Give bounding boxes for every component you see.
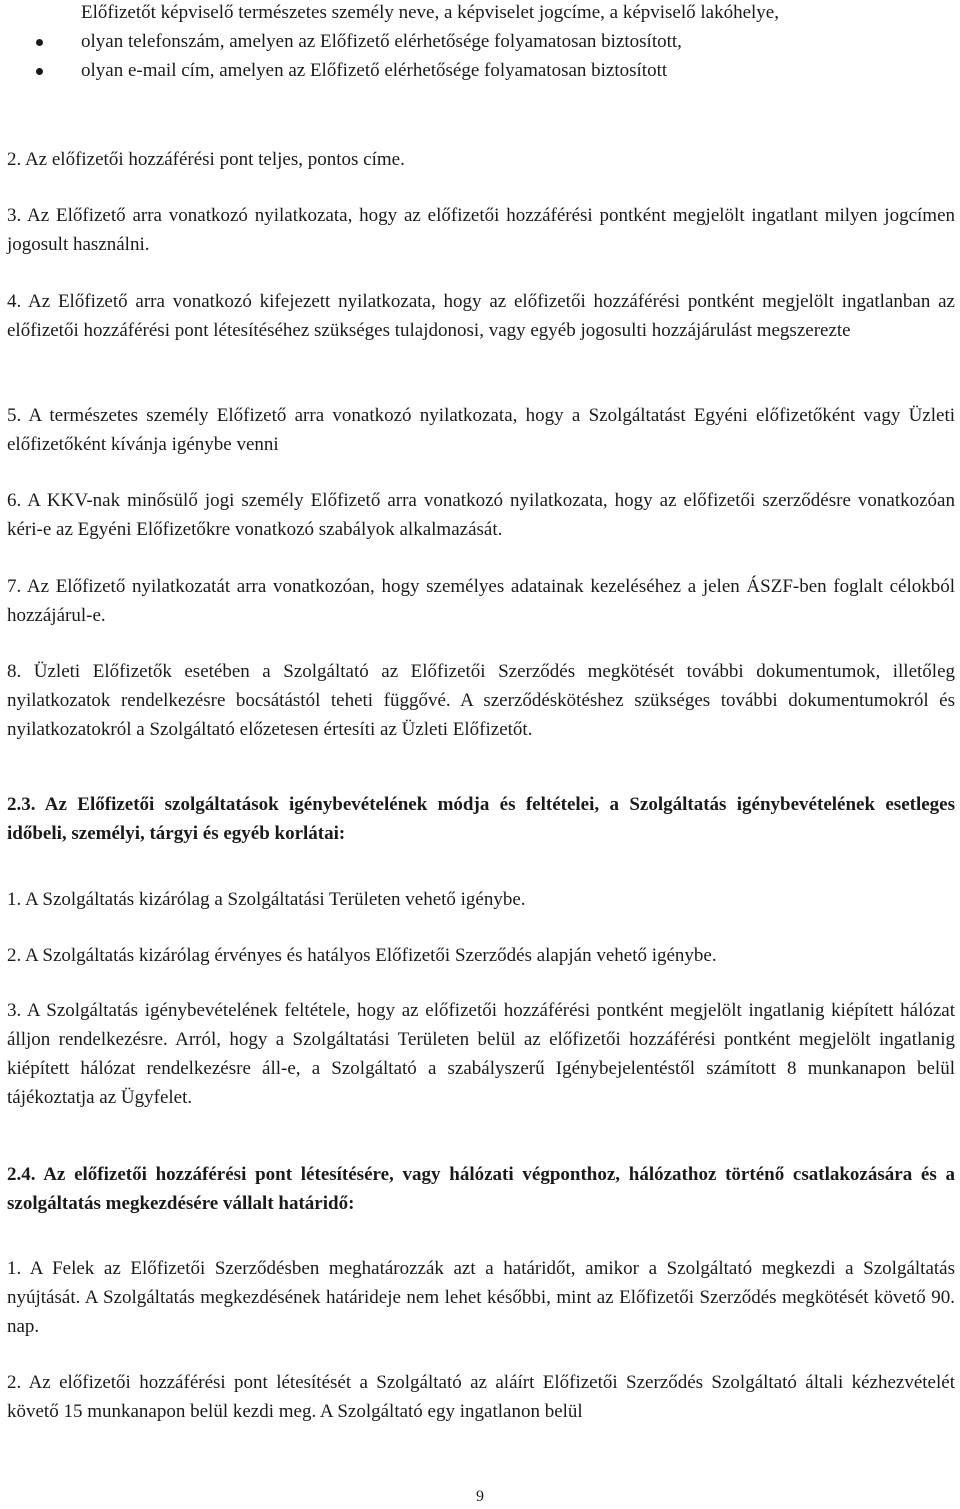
bullet-text: olyan e-mail cím, amelyen az Előfizető elérhetősége folyamatosan biztosított <box>81 60 668 81</box>
list-item <box>7 0 955 27</box>
requirements-bullet-list <box>7 0 955 85</box>
paragraph-2: 2. Az előfizetői hozzáférési pont teljes, pontos címe. <box>7 149 405 170</box>
section-2-4-item-1: 1. A Felek az Előfizetői Szerződésben meghatározzák azt a határidőt, amikor a Szolgáltató megkezdi a Szolgáltatás nyújtását. A Szolgáltatás megkezdésének határideje nem lehet későbbi, mint az Előfizetői Szerződés megkötését követő 90. nap. <box>7 1258 955 1337</box>
list-item <box>7 27 955 56</box>
bullet-icon <box>36 39 43 46</box>
paragraph-5: 5. A természetes személy Előfizető arra vonatkozó nyilatkozata, hogy a Szolgáltatást Egyéni előfizetőként vagy Üzleti előfizetőként kívánja igénybe venni <box>7 405 955 455</box>
paragraph-7: 7. Az Előfizető nyilatkozatát arra vonatkozóan, hogy személyes adatainak kezeléséhez a jelen ÁSZF-ben foglalt célokból hozzájárul-e. <box>7 576 955 626</box>
paragraph-6: 6. A KKV-nak minősülő jogi személy Előfizető arra vonatkozó nyilatkozata, hogy az előfizetői szerződésre vonatkozóan kéri-e az Egyéni Előfizetőkre vonatkozó szabályok alkalmazását. <box>7 490 955 540</box>
bullet-icon <box>36 68 43 75</box>
section-heading-2-3: 2.3. Az Előfizetői szolgáltatások igénybevételének módja és feltételei, a Szolgáltatás igénybevételének esetleges időbeli, személyi, tárgyi és egyéb korlátai: <box>7 794 955 844</box>
paragraph-8: 8. Üzleti Előfizetők esetében a Szolgáltató az Előfizetői Szerződés megkötését további dokumentumok, illetőleg nyilatkozatok rendelkezésre bocsátástól teheti függővé. A szerződéskötéshez szükséges további dokumentumokról és nyilatkozatokról a Szolgáltató előzetesen értesíti az Üzleti Előfizetőt. <box>7 661 955 740</box>
bullet-text: Előfizetőt képviselő természetes személy neve, a képviselet jogcíme, a képviselő lakóhelye, <box>81 2 779 23</box>
bullet-text: olyan telefonszám, amelyen az Előfizető elérhetősége folyamatosan biztosított, <box>81 31 682 52</box>
section-heading-2-4: 2.4. Az előfizetői hozzáférési pont létesítésére, vagy hálózati végponthoz, hálózathoz történő csatlakozására és a szolgáltatás megkezdésére vállalt határidő: <box>7 1164 955 1214</box>
paragraph-3: 3. Az Előfizető arra vonatkozó nyilatkozata, hogy az előfizetői hozzáférési pontként megjelölt ingatlant milyen jogcímen jogosult használni. <box>7 205 955 255</box>
section-2-3-item-1: 1. A Szolgáltatás kizárólag a Szolgáltatási Területen vehető igénybe. <box>7 889 526 910</box>
section-2-3-item-2: 2. A Szolgáltatás kizárólag érvényes és hatályos Előfizetői Szerződés alapján vehető igénybe. <box>7 945 717 966</box>
page-number: 9 <box>476 1488 484 1505</box>
list-item <box>7 56 955 85</box>
section-2-3-item-3: 3. A Szolgáltatás igénybevételének feltétele, hogy az előfizetői hozzáférési pontként megjelölt ingatlanig kiépített hálózat álljon rendelkezésre. Arról, hogy a Szolgáltatási Területen belül az előfizetői hozzáférési pontként megjelölt ingatlanig kiépített hálózat rendelkezésre áll-e, a Szolgáltató a szabályszerű Igénybejelentéstől számított 8 munkanapon belül tájékoztatja az Ügyfelet. <box>7 1000 955 1108</box>
section-2-4-item-2: 2. Az előfizetői hozzáférési pont létesítését a Szolgáltató az aláírt Előfizetői Szerződés Szolgáltató általi kézhezvételét követő 15 munkanapon belül kezdi meg. A Szolgáltató egy ingatlanon belül <box>7 1372 955 1422</box>
paragraph-4: 4. Az Előfizető arra vonatkozó kifejezett nyilatkozata, hogy az előfizetői hozzáférési pontként megjelölt ingatlanban az előfizetői hozzáférési pont létesítéséhez szükséges tulajdonosi, vagy egyéb jogosulti hozzájárulást megszerezte <box>7 291 955 341</box>
